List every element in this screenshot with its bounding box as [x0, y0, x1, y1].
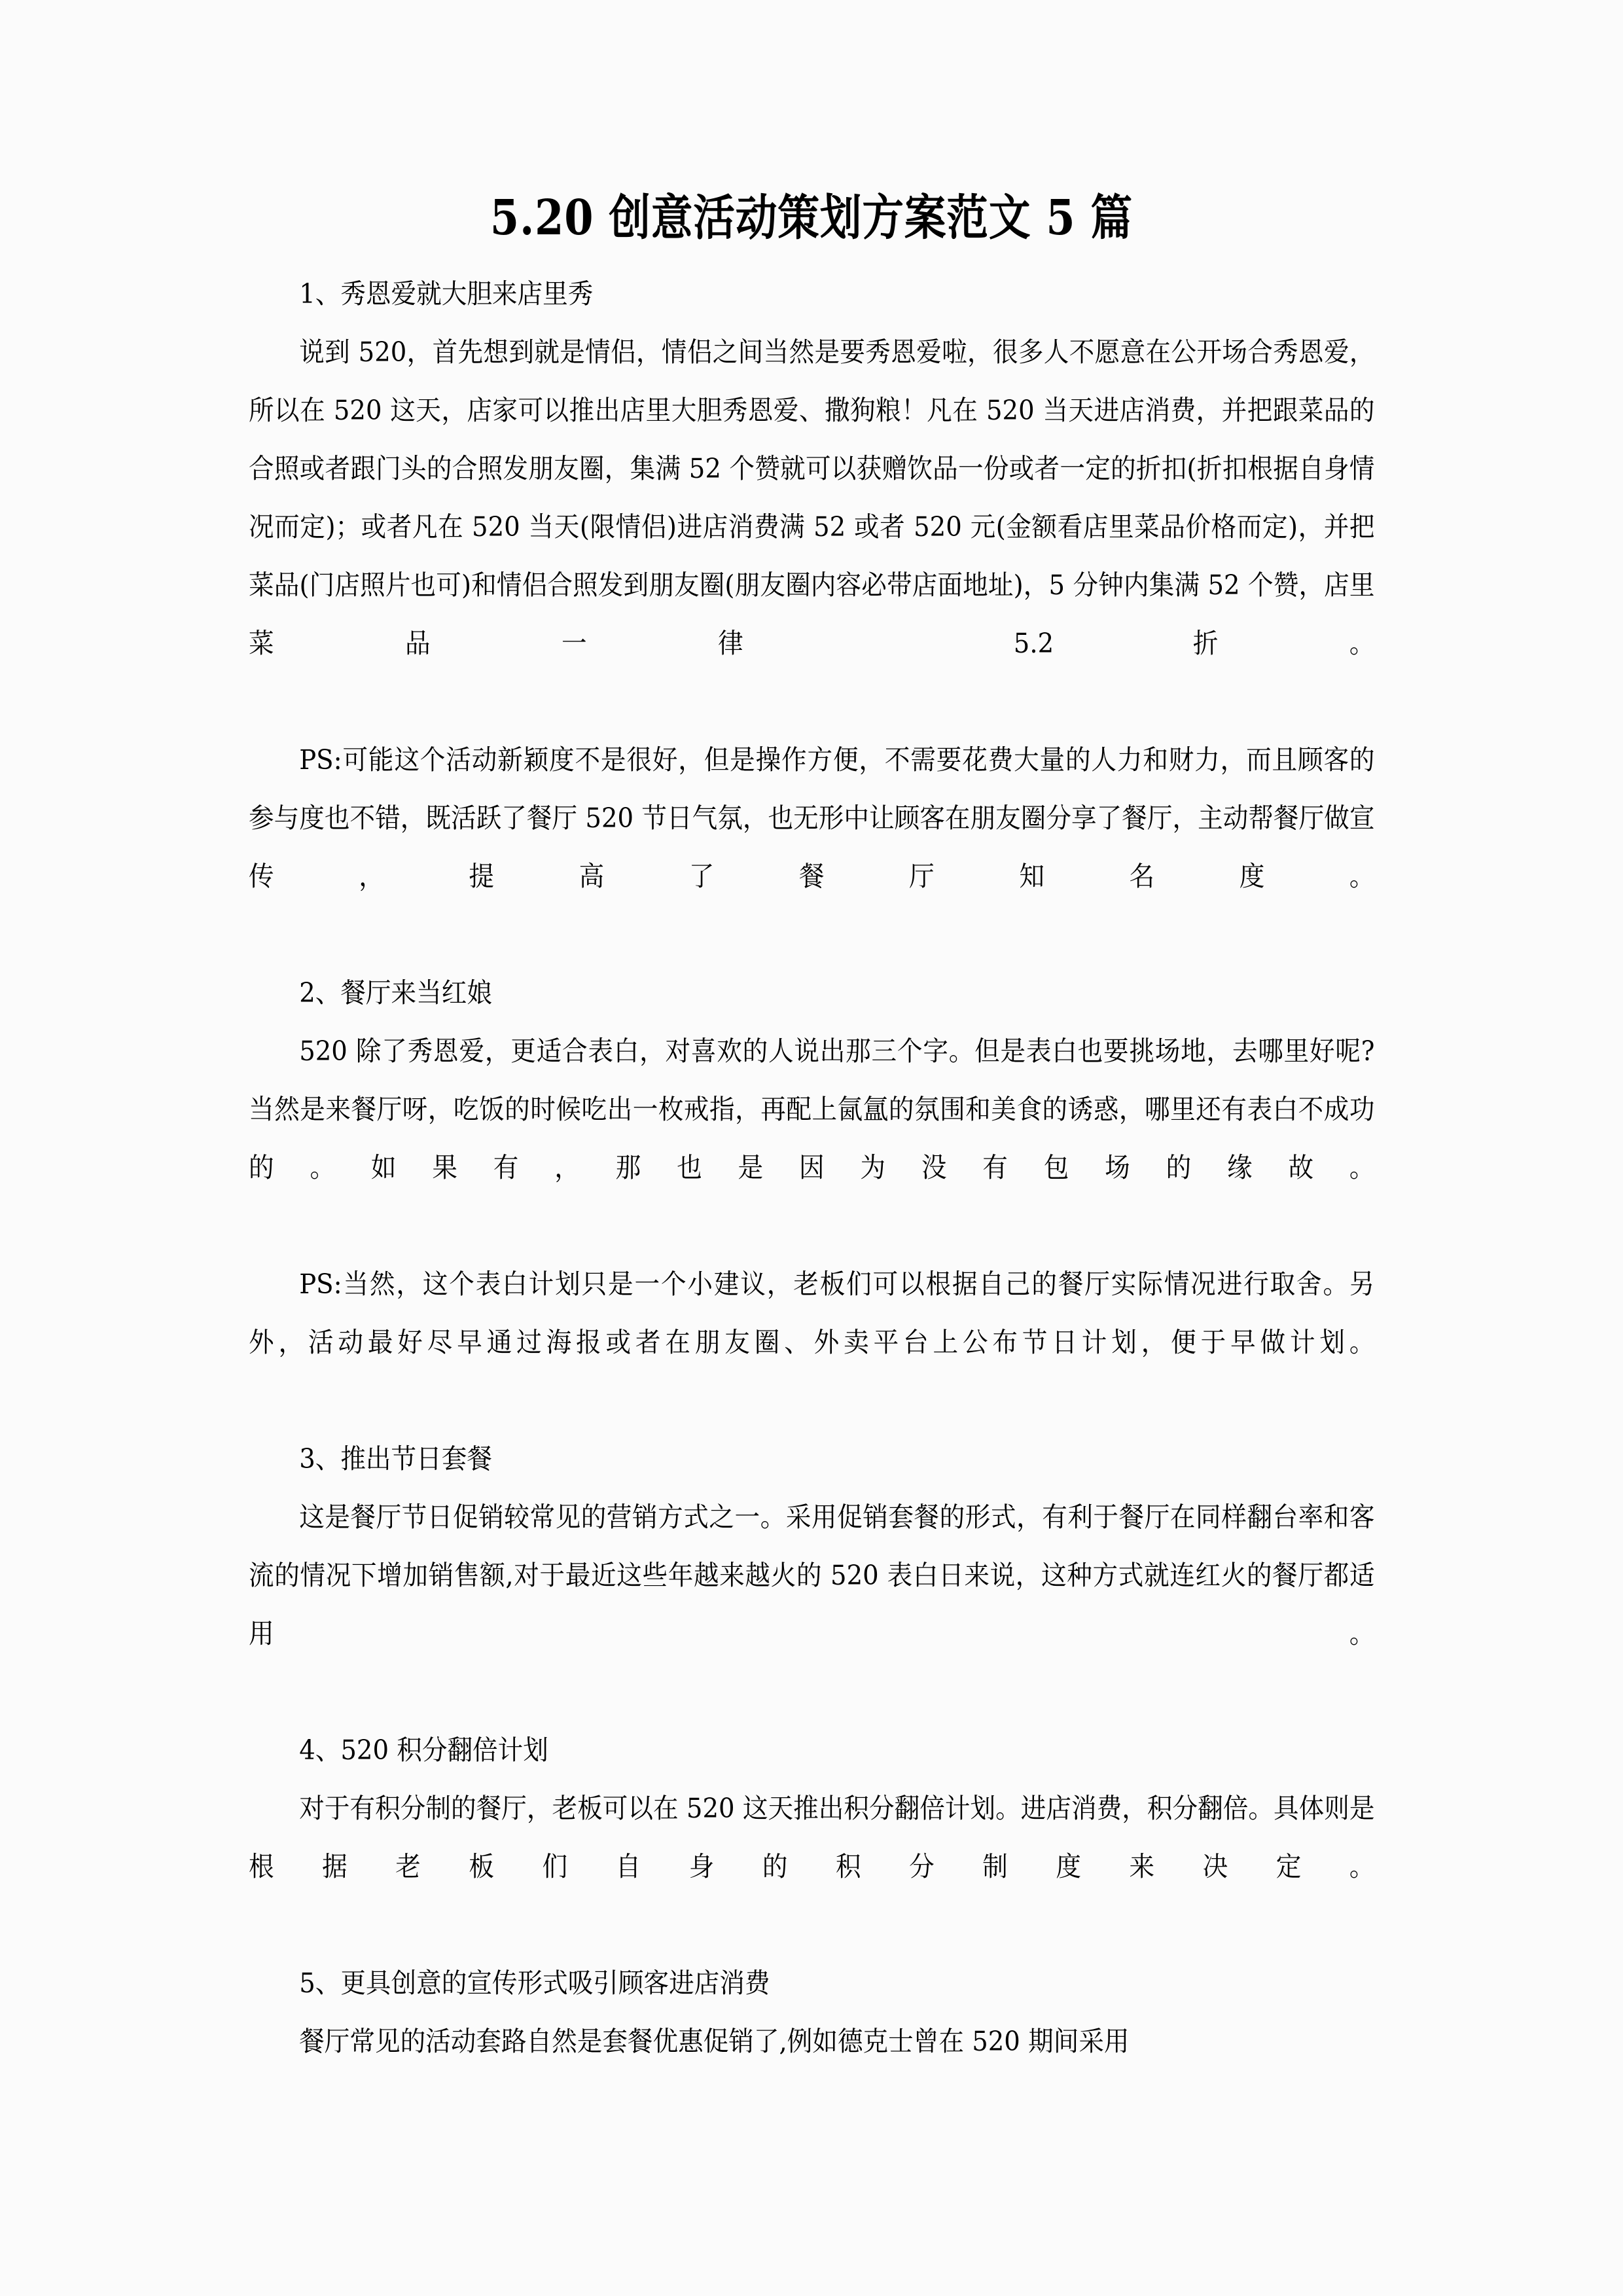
section-body-1: 说到 520，首先想到就是情侣，情侣之间当然是要秀恩爱啦，很多人不愿意在公开场合秀恩爱，所以在 520 这天，店家可以推出店里大胆秀恩爱、撒狗粮！凡在 520 当天进店消费，并把跟菜品的合照或者跟门头的合照发朋友圈，集满 52 个赞就可以获赠饮品一份或者一定的折扣(折扣根据自身情况而定)；或者凡在 520 当天(限情侣)进店消费满 52 或者 520 元(金额看店里菜品价格而定)，并把菜品(门店照片也可)和情侣合照发到朋友圈(朋友圈内容必带店面地址)，5 分钟内集满 52 个赞，店里菜品一律 5.2 折。 — [249, 336, 1375, 659]
section-heading-5: 5、更具创意的宣传形式吸引顾客进店消费 — [299, 1967, 770, 1999]
document-body — [249, 264, 1374, 2070]
section-note-1: PS:可能这个活动新颖度不是很好，但是操作方便，不需要花费大量的人力和财力，而且顾客的参与度也不错，既活跃了餐厅 520 节日气氛，也无形中让顾客在朋友圈分享了餐厅，主动帮餐厅做宣传，提高了餐厅知名度。 — [249, 744, 1375, 892]
section-body-4: 对于有积分制的餐厅，老板可以在 520 这天推出积分翻倍计划。进店消费，积分翻倍。具体则是根据老板们自身的积分制度来决定。 — [249, 1792, 1375, 1882]
section-heading-1: 1、秀恩爱就大胆来店里秀 — [299, 278, 594, 310]
section-heading-2: 2、餐厅来当红娘 — [299, 977, 492, 1009]
document-content — [249, 0, 1374, 2070]
section-body-5: 餐厅常见的活动套路自然是套餐优惠促销了,例如德克士曾在 520 期间采用 — [299, 2025, 1130, 2057]
section-body-3: 这是餐厅节日促销较常见的营销方式之一。采用促销套餐的形式，有利于餐厅在同样翻台率和客流的情况下增加销售额,对于最近这些年越来越火的 520 表白日来说，这种方式就连红火的餐厅都适用。 — [249, 1501, 1375, 1649]
page-title: 5.20 创意活动策划方案范文 5 篇 — [490, 190, 1133, 246]
section-note-2: PS:当然，这个表白计划只是一个小建议，老板们可以根据自己的餐厅实际情况进行取舍。另外，活动最好尽早通过海报或者在朋友圈、外卖平台上公布节日计划，便于早做计划。 — [249, 1268, 1375, 1358]
section-body-2: 520 除了秀恩爱，更适合表白，对喜欢的人说出那三个字。但是表白也要挑场地，去哪里好呢?当然是来餐厅呀，吃饭的时候吃出一枚戒指，再配上氤氲的氛围和美食的诱惑，哪里还有表白不成功的。如果有，那也是因为没有包场的缘故。 — [249, 1035, 1375, 1183]
section-heading-4: 4、520 积分翻倍计划 — [299, 1734, 548, 1766]
section-heading-3: 3、推出节日套餐 — [299, 1443, 492, 1475]
